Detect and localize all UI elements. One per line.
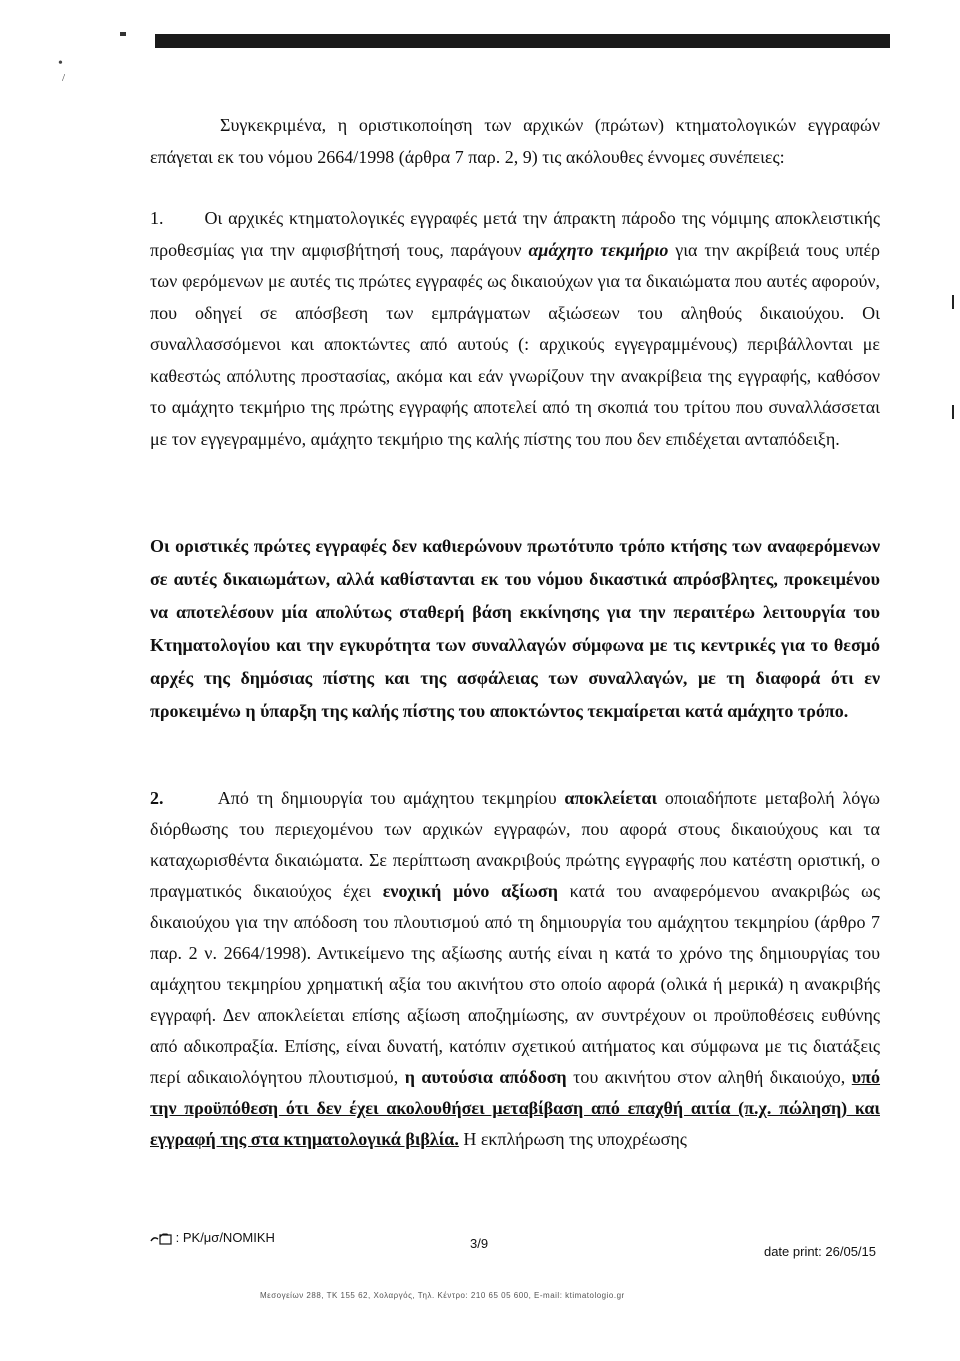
page-number: 3/9: [470, 1236, 489, 1251]
margin-tick: [952, 295, 954, 309]
header-bar: [155, 34, 890, 48]
date-print: date print: 26/05/15: [763, 1244, 876, 1259]
footer-path-text: : PK/μσ/NOMIKH: [175, 1230, 275, 1245]
footer-address: Μεσογείων 288, ΤΚ 155 62, Χολαργός, Τηλ. Κέντρο: 210 65 05 600, E-mail: ktimatologio.gr: [260, 1291, 625, 1300]
section-1-emphasis: αμάχητο τεκμήριο: [528, 239, 669, 260]
section-2-bold-3: η αυτούσια απόδοση: [404, 1067, 567, 1087]
section-1-number: 1.: [150, 208, 164, 228]
bold-paragraph: [150, 530, 880, 728]
section-1-text-a: Οι αρχικές κτηματολογικές εγγραφές μετά την άπρακτη πάροδο της νόμιμης αποκλειστικής προθεσμίας για την αμφισβήτησή τους, παράγουν: [150, 208, 881, 260]
section-1: [150, 203, 880, 455]
section-1-text-b: για την ακρίβειά τους υπέρ των φερόμενων με αυτές τις πρώτες εγγραφές ως δικαιούχων για τα δικαιώματα που αυτές αφορούν, που οδηγεί σε απόσβεση των εμπράγματων αξιώσεων του αληθούς δικαιούχου. Οι συναλλασσόμενοι και αποκτώντες από αυτούς (: αρχικούς εγγεγραμμένους) περιβάλλονται με καθεστώς απόλυτης προστασίας, ακόμα και εάν γνωρίζουν την ανακρίβεια της εγγραφής, καθόσον το αμάχητο τεκμήριο της πρώτης εγγραφής αποτελεί από τη σκοπιά του τρίτου που συναλλάσσεται με τον εγγεγραμμένο, αμάχητο τεκμήριο της καλής πίστης του που δεν επιδέχεται ανταπόδειξη.: [150, 239, 880, 449]
scan-mark: /: [62, 72, 66, 84]
section-2-number: 2.: [150, 788, 164, 808]
section-2-underlined: υπό την προϋπόθεση ότι δεν έχει ακολουθήσει μεταβίβαση από επαχθή αιτία (π.χ. πώληση) και εγγραφή της στα κτηματολογικά βιβλία.: [150, 1067, 881, 1149]
section-2-bold-1: αποκλείεται: [564, 788, 658, 808]
section-2-text-3: κατά του αναφερόμενου ανακριβώς ως δικαιούχου για την απόδοση του πλουτισμού από τη δημιουργία του αμάχητου τεκμηρίου (άρθρο 7 παρ. 2 ν. 2664/1998). Αντικείμενο της αξίωσης αυτής είναι η κατά το χρόνο της δημιουργίας του αμάχητου τεκμηρίου χρηματική αξία του ακινήτου στο οποίο αφορά (ολικά ή μερικά) η ανακριβής εγγραφή. Δεν αποκλείεται επίσης αξίωση αποζημίωσης, αν συντρέχουν οι προϋποθέσεις ευθύνης από αδικοπραξία. Επίσης, είναι δυνατή, κατόπιν σχετικού αιτήματος και σύμφωνα με τις διατάξεις περί αδικαιολόγητου πλουτισμού,: [150, 881, 880, 1087]
intro-paragraph: [150, 110, 880, 173]
bold-paragraph-text: Οι οριστικές πρώτες εγγραφές δεν καθιερώνουν πρωτότυπο τρόπο κτήσης των αναφερόμενων σε αυτές δικαιωμάτων, αλλά καθίστανται εκ του νόμου δικαστικά απρόσβλητες, προκειμένου να αποτελέσουν μία απολύτως σταθερή βάση εκκίνησης για την περαιτέρω λειτουργία του Κτηματολογίου και την εγκυρότητα των συναλλαγών σύμφωνα με τις κεντρικές για το θεσμό αρχές της δημόσιας πίστης και της ασφάλειας των συναλλαγών, με τη διαφορά ότι εν προκειμένω η ύπαρξη της καλής πίστης του αποκτώντος τεκμαίρεται κατά αμάχητο τρόπο.: [150, 536, 880, 721]
intro-text: Συγκεκριμένα, η οριστικοποίηση των αρχικών (πρώτων) κτηματολογικών εγγραφών επάγεται εκ του νόμου 2664/1998 (άρθρα 7 παρ. 2, 9) τις ακόλουθες έννομες συνέπειες:: [150, 115, 880, 167]
footer-path: [150, 1230, 275, 1245]
section-2-text-1: Από τη δημιουργία του αμάχητου τεκμηρίου: [217, 788, 565, 808]
scan-speck: [120, 32, 126, 36]
section-2-text-4: του ακινήτου στον αληθή δικαιούχο,: [566, 1067, 852, 1087]
section-2-bold-2: ενοχική μόνο αξίωση: [382, 881, 558, 901]
folder-phone-icon: [150, 1230, 176, 1245]
margin-tick: [952, 405, 954, 419]
scan-mark: •: [58, 56, 63, 71]
section-2-text-2: οποιαδήποτε μεταβολή λόγω διόρθωσης του περιεχομένου των αρχικών εγγραφών, που αφορά στους δικαιούχους και τα καταχωρισθέντα δικαιώματα. Σε περίπτωση ανακριβούς πρώτης εγγραφής που κατέστη οριστική, ο πραγματικός δικαιούχος έχει: [150, 788, 880, 901]
section-2-text-5: Η εκπλήρωση της υποχρέωσης: [458, 1129, 687, 1149]
section-2: [150, 783, 880, 1155]
